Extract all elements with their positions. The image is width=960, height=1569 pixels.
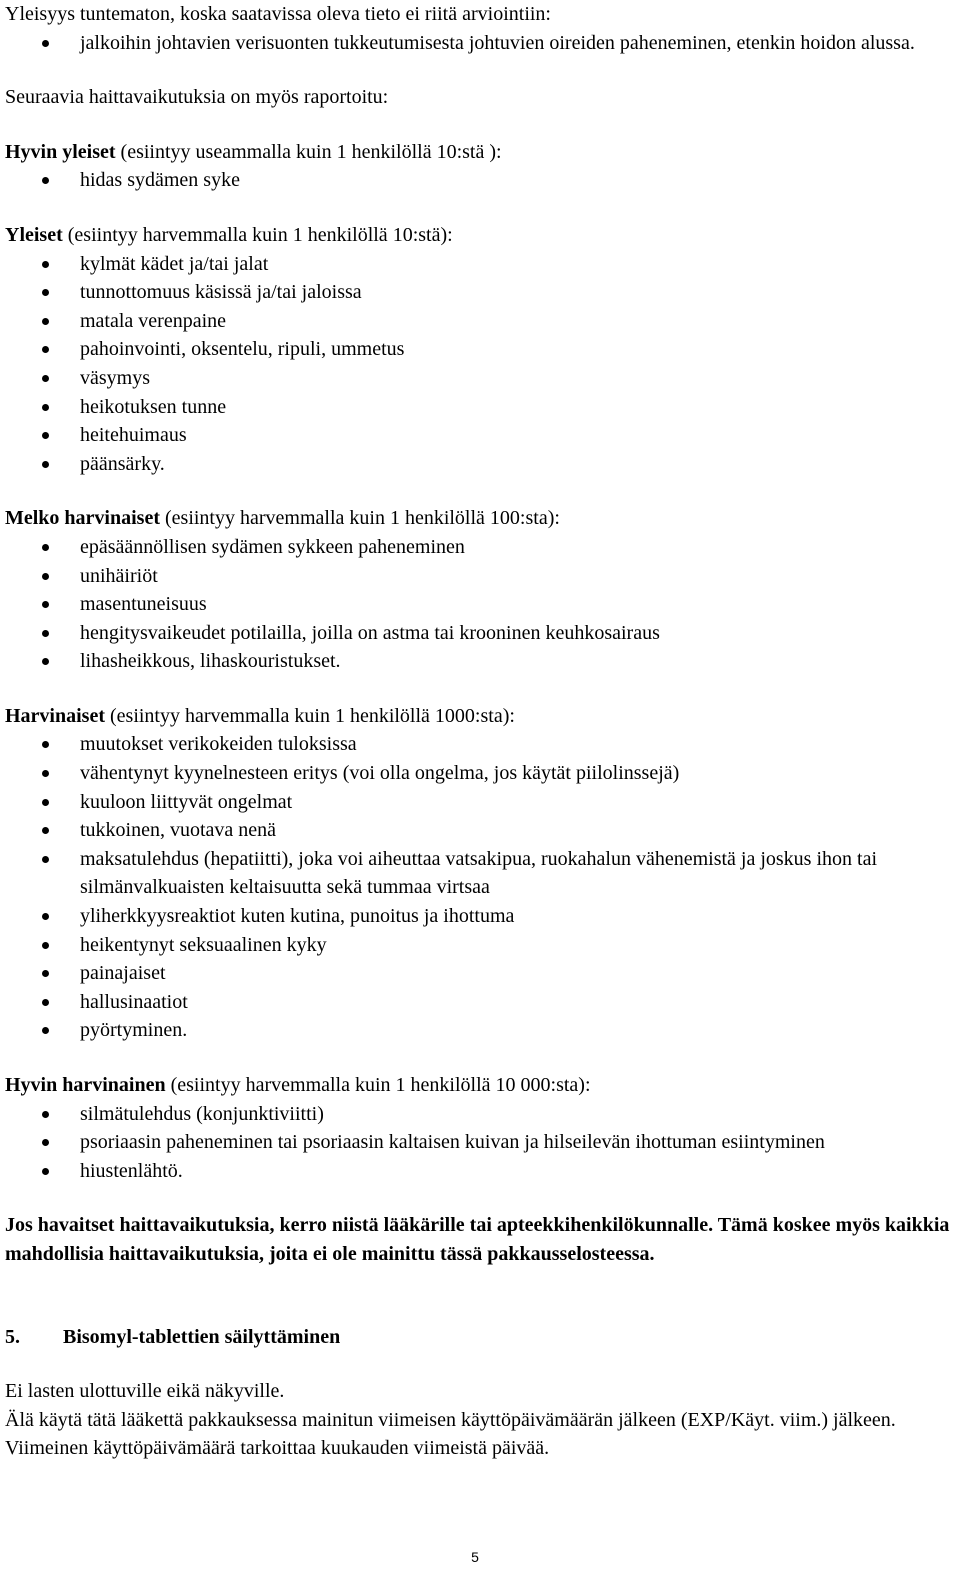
common-heading — [5, 221, 955, 250]
frequency-unknown-heading: Yleisyys tuntematon, koska saatavissa oleva tieto ei riitä arviointiin: — [5, 3, 551, 25]
report-notice-text: Jos havaitset haittavaikutuksia, kerro niistä lääkärille tai apteekkihenkilökunnalle. Tämä koskee myös kaikkia mahdollisia haittavaikutuksia, joita ei ole mainittu tässä pakkausselosteessa. — [5, 1214, 950, 1265]
storage-line: Älä käytä tätä lääkettä pakkauksessa mainitun viimeisen käyttöpäivämäärän jälkeen (EXP/Käyt. viim.) jälkeen. Viimeinen käyttöpäivämäärä tarkoittaa kuukauden viimeistä päivää. — [5, 1408, 896, 1460]
section-5-heading — [5, 1323, 955, 1352]
very-common-desc: (esiintyy useammalla kuin 1 henkilöllä 10:stä ): — [115, 140, 502, 163]
uncommon-desc: (esiintyy harvemmalla kuin 1 henkilöllä 100:sta): — [160, 507, 560, 530]
uncommon-label: Melko harvinaiset — [5, 507, 160, 530]
list-item: vähentynyt kyynelnesteen eritys (voi olla ongelma, jos käytät piilolinssejä) — [5, 759, 955, 788]
reported-intro: Seuraavia haittavaikutuksia on myös raportoitu: — [5, 86, 389, 109]
very-rare-label: Hyvin harvinainen — [5, 1074, 166, 1096]
leaflet-page — [5, 0, 955, 1463]
page-number: 5 — [471, 1549, 479, 1565]
list-item: kuuloon liittyvät ongelmat — [5, 788, 955, 817]
very-rare-list — [5, 1100, 955, 1186]
list-item: unihäiriöt — [5, 562, 955, 591]
list-item: pahoinvointi, oksentelu, ripuli, ummetus — [5, 335, 955, 364]
list-item: hiustenlähtö. — [5, 1157, 955, 1186]
list-item: väsymys — [5, 364, 955, 393]
list-item: tukkoinen, vuotava nenä — [5, 816, 955, 845]
very-common-list — [5, 166, 955, 195]
list-item: masentuneisuus — [5, 590, 955, 619]
rare-list — [5, 730, 955, 1045]
very-common-label: Hyvin yleiset — [5, 140, 116, 163]
common-list — [5, 250, 955, 479]
rare-label: Harvinaiset — [5, 704, 105, 727]
section-number: 5. — [5, 1325, 20, 1348]
list-item: heikotuksen tunne — [5, 393, 955, 422]
list-item: pyörtyminen. — [5, 1016, 955, 1045]
very-rare-desc: (esiintyy harvemmalla kuin 1 henkilöllä 10 000:sta): — [165, 1074, 591, 1096]
list-item: päänsärky. — [5, 450, 955, 479]
list-item: epäsäännöllisen sydämen sykkeen paheneminen — [5, 533, 955, 562]
very-rare-heading — [5, 1071, 955, 1100]
rare-desc: (esiintyy harvemmalla kuin 1 henkilöllä 1000:sta): — [105, 704, 515, 727]
list-item: painajaiset — [5, 959, 955, 988]
list-item: hidas sydämen syke — [5, 166, 955, 195]
list-item: heikentynyt seksuaalinen kyky — [5, 931, 955, 960]
storage-line: Ei lasten ulottuville eikä näkyville. — [5, 1380, 285, 1403]
report-notice — [5, 1211, 955, 1268]
rare-heading — [5, 702, 955, 731]
list-item: tunnottomuus käsissä ja/tai jaloissa — [5, 278, 955, 307]
very-common-heading — [5, 138, 955, 167]
list-item: kylmät kädet ja/tai jalat — [5, 250, 955, 279]
list-item: heitehuimaus — [5, 421, 955, 450]
list-item: psoriaasin paheneminen tai psoriaasin kaltaisen kuivan ja hilseilevän ihottuman esiintyminen — [5, 1128, 955, 1157]
list-item: maksatulehdus (hepatiitti), joka voi aiheuttaa vatsakipua, ruokahalun vähenemistä ja joskus ihon tai silmänvalkuaisten keltaisuutta sekä tummaa virtsaa — [5, 845, 955, 902]
list-item: jalkoihin johtavien verisuonten tukkeutumisesta johtuvien oireiden paheneminen, etenkin hoidon alussa. — [5, 29, 955, 58]
common-label: Yleiset — [5, 223, 63, 246]
frequency-unknown-list — [5, 29, 955, 58]
list-item: hengitysvaikeudet potilailla, joilla on astma tai krooninen keuhkosairaus — [5, 619, 955, 648]
uncommon-list — [5, 533, 955, 676]
section-title: Bisomyl-tablettien säilyttäminen — [63, 1325, 341, 1348]
list-item: silmätulehdus (konjunktiviitti) — [5, 1100, 955, 1129]
common-desc: (esiintyy harvemmalla kuin 1 henkilöllä 10:stä): — [62, 223, 453, 246]
uncommon-heading — [5, 504, 955, 533]
list-item: hallusinaatiot — [5, 988, 955, 1017]
list-item: lihasheikkous, lihaskouristukset. — [5, 647, 955, 676]
list-item: muutokset verikokeiden tuloksissa — [5, 730, 955, 759]
list-item: yliherkkyysreaktiot kuten kutina, punoitus ja ihottuma — [5, 902, 955, 931]
list-item: matala verenpaine — [5, 307, 955, 336]
